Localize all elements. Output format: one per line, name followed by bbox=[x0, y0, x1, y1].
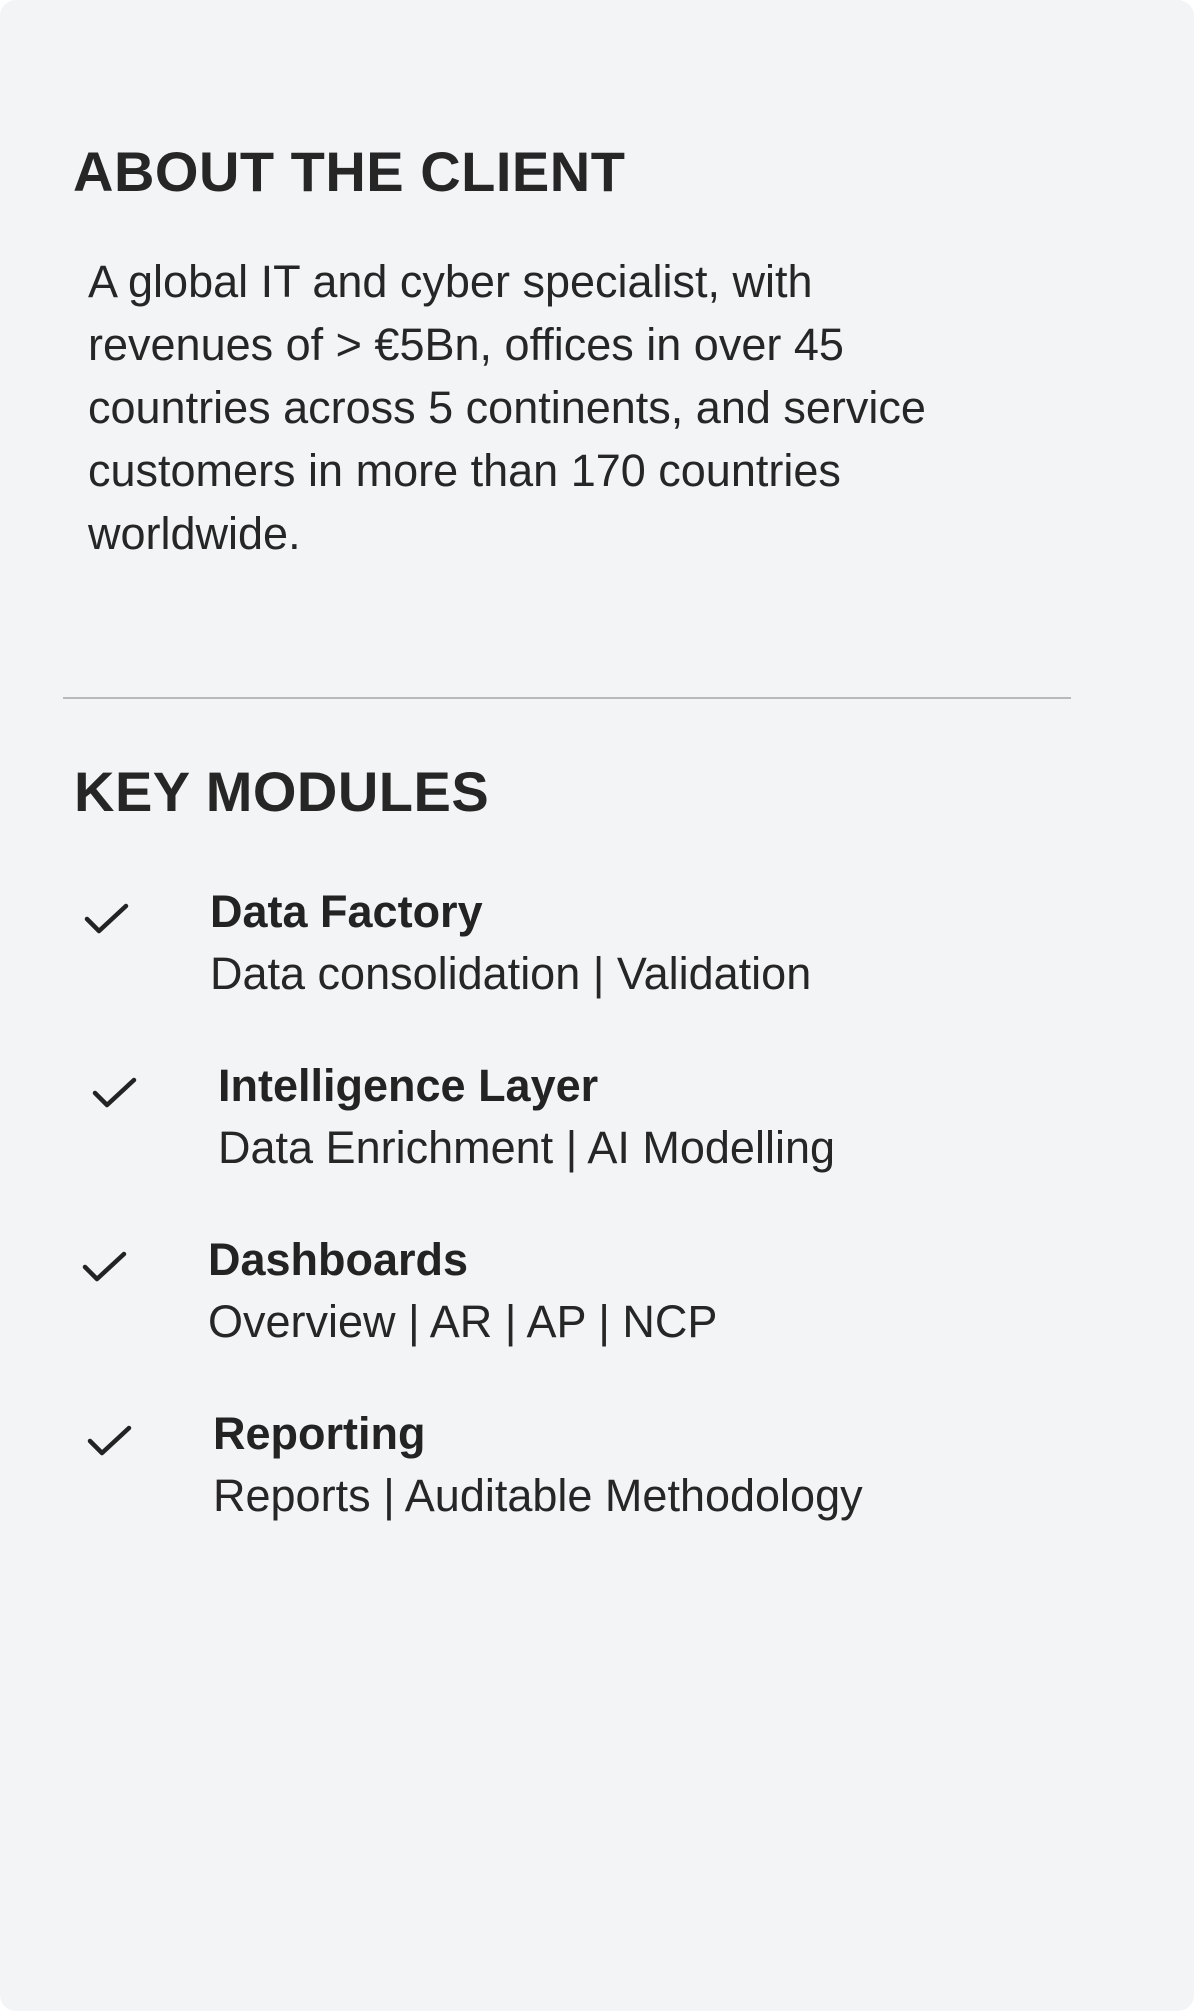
module-reporting bbox=[87, 1406, 987, 1536]
key-modules-heading: KEY MODULES bbox=[74, 760, 490, 823]
module-title: Reporting bbox=[213, 1408, 426, 1459]
module-dashboards bbox=[82, 1232, 982, 1362]
module-title: Dashboards bbox=[208, 1234, 469, 1285]
module-subtitle: Data Enrichment | AI Modelling bbox=[218, 1122, 835, 1173]
check-icon bbox=[82, 1248, 128, 1284]
check-icon bbox=[84, 900, 130, 936]
check-icon bbox=[92, 1074, 138, 1110]
module-subtitle: Reports | Auditable Methodology bbox=[213, 1470, 863, 1521]
check-icon bbox=[87, 1422, 133, 1458]
module-data-factory bbox=[84, 884, 984, 1014]
about-description: A global IT and cyber specialist, with revenues of > €5Bn, offices in over 45 countries across 5 continents, and service customers in more than 170 countries worldwide. bbox=[88, 256, 926, 559]
module-intelligence-layer bbox=[92, 1058, 992, 1188]
module-subtitle: Overview | AR | AP | NCP bbox=[208, 1296, 718, 1347]
about-heading: ABOUT THE CLIENT bbox=[73, 140, 626, 203]
module-subtitle: Data consolidation | Validation bbox=[210, 948, 812, 999]
module-title: Intelligence Layer bbox=[218, 1060, 599, 1111]
module-title: Data Factory bbox=[210, 886, 483, 937]
section-divider bbox=[63, 697, 1071, 699]
